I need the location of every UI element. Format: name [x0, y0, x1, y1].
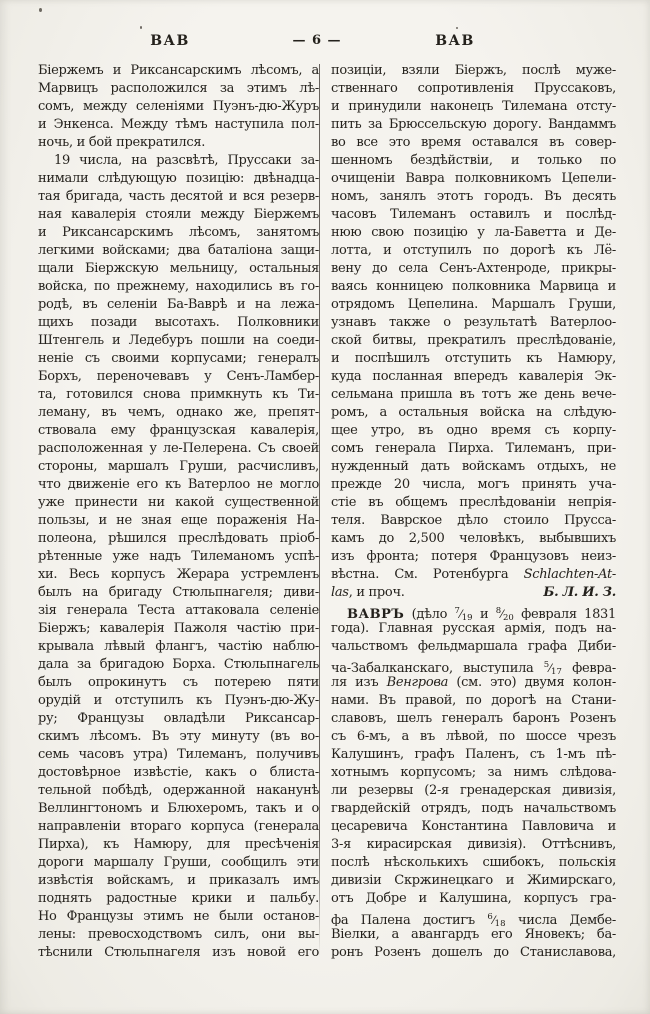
column-left — [38, 62, 319, 967]
text-line: Штенгель и Ледебуръ пошли на соеди- — [38, 333, 319, 348]
text-line: куда посланная впередъ кавалерія Эк- — [331, 369, 616, 384]
text-line: ромъ, а остальныя войска на слѣдую- — [331, 405, 616, 420]
text-line: номъ, занялъ этотъ городъ. Въ десять — [331, 189, 616, 204]
running-head-right: ВАВ — [435, 33, 475, 49]
text-line: нами. Въ правой, по дорогѣ на Стани- — [331, 693, 616, 708]
text-line: родѣ, въ селеніи Ба-Ваврѣ и на лежа- — [38, 297, 319, 312]
styled-text: las — [331, 585, 349, 600]
text-line: фа Палена достигъ $^6⁄_{18}$ числа Дембе- — [331, 912, 616, 926]
text-line: нужденный дать войскамъ отдыхъ, не — [331, 459, 616, 474]
entry-word: ВАВРЪ — [347, 607, 405, 620]
text-line: хотнымъ корпусомъ; за нимъ слѣдова- — [331, 765, 616, 780]
text-line: сомъ, между селеніями Пуэнъ-дю-Журъ — [38, 99, 319, 114]
text-line: нюю свою позицію у ла-Баветта и Де- — [331, 225, 616, 240]
entry-word: Б. Л. И. З. — [543, 585, 616, 600]
text-line: 3-я кирасирская дивизія). Оттѣснивъ, — [331, 837, 616, 852]
text-line: зія генерала Теста аттаковала селеніе — [38, 603, 319, 618]
text-line: Пирха), къ Намюру, для пресѣченія — [38, 837, 319, 852]
text-line: скимъ лѣсомъ. Въ эту минуту (въ во- — [38, 729, 319, 744]
text-line: часовъ Тилеманъ оставилъ и послѣд- — [331, 207, 616, 222]
text-line: славовъ, шелъ генералъ баронъ Розенъ — [331, 711, 616, 726]
scan-speck — [456, 27, 458, 29]
text-line: Калушинъ, графъ Паленъ, съ 1-мъ пѣ- — [331, 747, 616, 762]
text-line: камъ до 2,500 человѣкъ, выбывшихъ — [331, 531, 616, 546]
text-line: семь часовъ утра) Тилеманъ, получивъ — [38, 747, 319, 762]
text-line: тельной побѣдѣ, одержанной наканунѣ — [38, 783, 319, 798]
text-line — [331, 584, 616, 602]
text-line: стіе въ общемъ преслѣдованіи непрія- — [331, 495, 616, 510]
text-line: лены: превосходствомъ силъ, они вы- — [38, 927, 319, 942]
text-line: прежде 20 числа, могъ принять уча- — [331, 477, 616, 492]
text-line: ля изъ Венгрова (см. это) двумя колон- — [331, 675, 616, 690]
text-line: нимали слѣдующую позицію: двѣнадца- — [38, 171, 319, 186]
text-line: теля. Ваврское дѣло стоило Прусса- — [331, 513, 616, 528]
text-line: тая бригада, часть десятой и вся резерв- — [38, 189, 319, 204]
text-line: пить за Брюссельскую дорогу. Вандаммъ — [331, 117, 616, 132]
text-line: уже принести ни какой существенной — [38, 495, 319, 510]
text-line: легкими войсками; два баталіона защи- — [38, 243, 319, 258]
text-line: съ 6-мъ, а въ лѣвой, по шоссе чрезъ — [331, 729, 616, 744]
text-line: и поспѣшилъ отступить къ Намюру, — [331, 351, 616, 366]
date-fraction: $^5⁄_{17}$ — [543, 660, 562, 674]
text-line: извѣстія войскамъ, и приказалъ имъ — [38, 873, 319, 888]
text-line: Біержемъ и Риксансарскимъ лѣсомъ, а — [38, 63, 319, 78]
text-line: ча-Забалканскаго, выступила $^5⁄_{17}$ февра- — [331, 660, 616, 674]
text-line: стороны, маршалъ Груши, расчисливъ, — [38, 459, 319, 474]
text-line: гвардейскій отрядъ, подъ начальствомъ — [331, 801, 616, 816]
text-columns — [38, 62, 616, 967]
text-line: ственнаго сопротивленія Пруссаковъ, — [331, 81, 616, 96]
text-line: и Риксансарскимъ лѣсомъ, занятомъ — [38, 225, 319, 240]
text-line: года). Главная русская армія, подъ на- — [331, 621, 616, 636]
text-line: цесаревича Константина Павловича и — [331, 819, 616, 834]
text-line: дороги маршалу Груши, сообщилъ эти — [38, 855, 319, 870]
scan-speck — [140, 26, 142, 29]
text-line: во все это время оставался въ совер- — [331, 135, 616, 150]
text-line: та, готовился снова примкнуть къ Ти- — [38, 387, 319, 402]
scan-speck — [39, 8, 42, 12]
text-line: вѣстна. См. Ротенбурга Schlachten-At- — [331, 567, 616, 582]
text-line: очищеніи Вавра полковникомъ Цепели- — [331, 171, 616, 186]
text-line: вену до села Сенъ-Ахтенроде, прикры- — [331, 261, 616, 276]
text-line: орудій и отступилъ къ Пуэнъ-дю-Жу- — [38, 693, 319, 708]
text-line: ской битвы, прекратилъ преслѣдованіе, — [331, 333, 616, 348]
text-line: и Энкенса. Между тѣмъ наступила пол- — [38, 117, 319, 132]
text-line: ваясь конницею полковника Марвица и — [331, 279, 616, 294]
text-line: ру; Французы овладѣли Риксансар- — [38, 711, 319, 726]
column-divider-rule — [319, 64, 320, 958]
text-line: что движеніе его къ Ватерлоо не могло — [38, 477, 319, 492]
text-line: направленіи втораго корпуса (генерала — [38, 819, 319, 834]
text-line: ли резервы (2-я гренадерская дивизія, — [331, 783, 616, 798]
text-line: послѣ нѣсколькихъ сшибокъ, польскія — [331, 855, 616, 870]
text-line: былъ на бригаду Стюльпнагеля; диви- — [38, 585, 319, 600]
text-line: щали Біержскую мельницу, остальныя — [38, 261, 319, 276]
text-line: лотта, и отступилъ по дорогѣ къ Лё- — [331, 243, 616, 258]
text-line: сельмана пришла въ тотъ же день вече- — [331, 387, 616, 402]
date-fraction: $^7⁄_{19}$ — [454, 606, 473, 620]
text-line: Віелки, а авангардъ его Яновекъ; ба- — [331, 927, 616, 942]
text-line: щее утро, въ одно время съ корпу- — [331, 423, 616, 438]
text-line: и принудили наконецъ Тилемана отсту- — [331, 99, 616, 114]
text-line: былъ опрокинутъ съ потерею пяти — [38, 675, 319, 690]
text-line: щихъ позади высотахъ. Полковники — [38, 315, 319, 330]
text-line: шенномъ бездѣйствіи, и только по — [331, 153, 616, 168]
text-line: изъ фронта; потеря Французовъ неиз- — [331, 549, 616, 564]
text-line: Марвицъ расположился за этимъ лѣ- — [38, 81, 319, 96]
date-fraction: $^8⁄_{20}$ — [495, 606, 514, 620]
text-line: узнавъ также о результатѣ Ватерлоо- — [331, 315, 616, 330]
text-line: рѣтенные уже надъ Тилеманомъ успѣ- — [38, 549, 319, 564]
text-line: крывала лѣвый флангъ, частію наблю- — [38, 639, 319, 654]
text-line: Біержъ; кавалерія Пажоля частію при- — [38, 621, 319, 636]
line-left-part: las, и проч. — [331, 585, 405, 600]
running-head-left: ВАВ — [150, 33, 190, 49]
text-line: Веллингтономъ и Блюхеромъ, такъ и о — [38, 801, 319, 816]
text-line: Борхъ, переночевавъ у Сенъ-Ламбер- — [38, 369, 319, 384]
text-line: сомъ генерала Пирха. Тилеманъ, при- — [331, 441, 616, 456]
text-line: леману, въ чемъ, однако же, препят- — [38, 405, 319, 420]
column-right — [331, 62, 616, 967]
styled-text: Венгрова — [386, 675, 449, 690]
text-line: ронъ Розенъ дошелъ до Станиславова, — [331, 945, 616, 960]
text-line: расположенная у ле-Пелерена. Съ своей — [38, 441, 319, 456]
styled-text: Schlachten-At- — [523, 567, 616, 582]
text-line: 19 числа, на разсвѣтѣ, Пруссаки за- — [54, 153, 319, 168]
text-line: тѣснили Стюльпнагеля изъ новой его — [38, 945, 319, 960]
text-line: достовѣрное извѣстіе, какъ о блиста- — [38, 765, 319, 780]
text-line: полеона, рѣшился преслѣдовать пріоб- — [38, 531, 319, 546]
text-line: войска, по прежнему, находились въ го- — [38, 279, 319, 294]
date-fraction: $^6⁄_{18}$ — [487, 912, 506, 926]
text-line: ная кавалерія стояли между Біержемъ — [38, 207, 319, 222]
text-line: ВАВРЪ (дѣло $^7⁄_{19}$ и $^8⁄_{20}$ февраля 1831 — [347, 606, 616, 620]
text-line: дала за бригадою Борха. Стюльпнагель — [38, 657, 319, 672]
text-line: позиціи, взяли Біержъ, послѣ муже- — [331, 63, 616, 78]
text-line: поднять радостные крики и пальбу. — [38, 891, 319, 906]
text-line: чальствомъ фельдмаршала графа Диби- — [331, 639, 616, 654]
author-signature — [543, 584, 616, 602]
text-line: хи. Весь корпусъ Жерара устремленъ — [38, 567, 319, 582]
text-line: дивизіи Скржинецкаго и Жимирскаго, — [331, 873, 616, 888]
text-line: неніе съ своими корпусами; генералъ — [38, 351, 319, 366]
text-line: пользы, и не зная еще пораженія На- — [38, 513, 319, 528]
text-line: отрядомъ Цепелина. Маршалъ Груши, — [331, 297, 616, 312]
text-line: Но Французы этимъ не были останов- — [38, 909, 319, 924]
text-line: ствовала ему французская кавалерія, — [38, 423, 319, 438]
page-number: — 6 — — [292, 33, 342, 48]
text-line: ночь, и бой прекратился. — [38, 135, 206, 150]
text-line: отъ Добре и Калушина, корпусъ гра- — [331, 891, 616, 906]
